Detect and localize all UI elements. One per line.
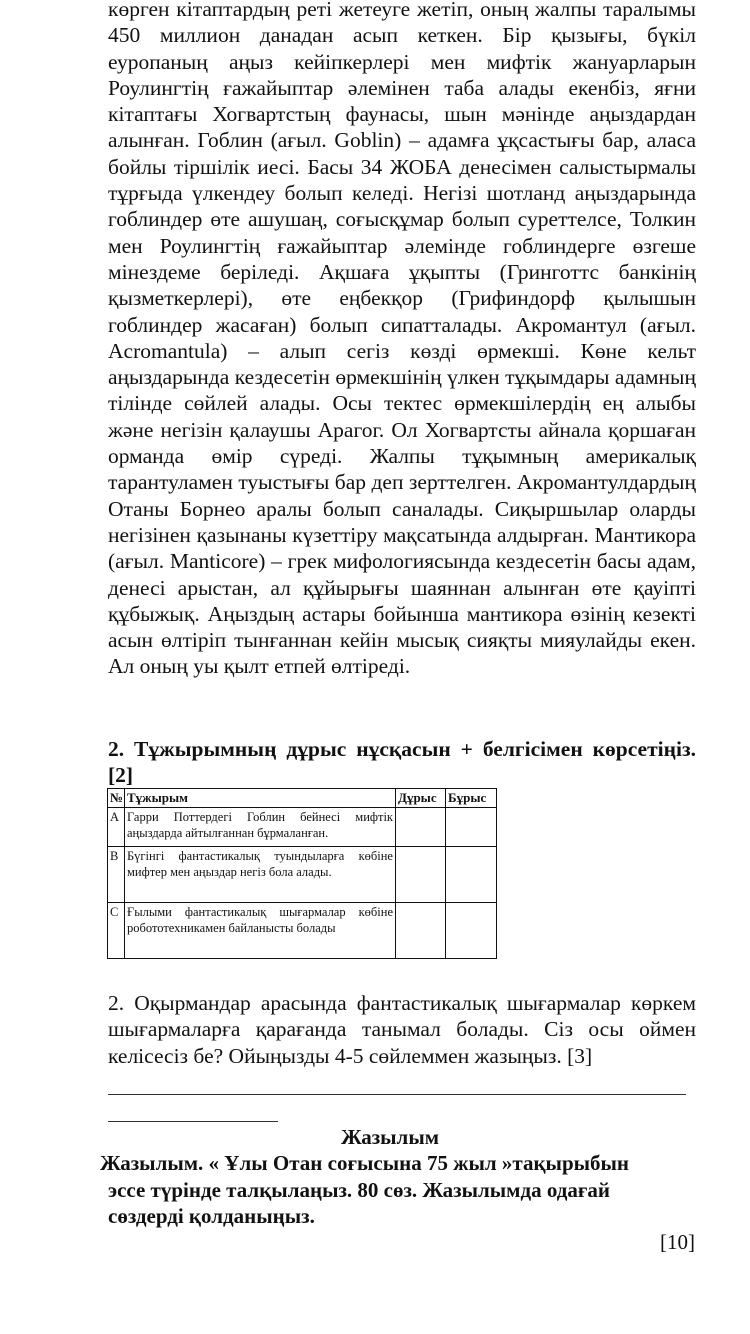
writing-heading: Жазылым [340,1125,440,1149]
header-statement: Тұжырым [125,789,396,808]
table-row [108,808,497,847]
row-wrong-cell[interactable] [446,903,497,959]
writing-task-line: сөздерді қолданыңыз. [108,1204,315,1228]
row-id: B [108,847,125,903]
row-correct-cell[interactable] [396,808,446,847]
writing-task [100,1150,700,1230]
answer-line[interactable] [108,1121,278,1122]
task-2-title: 2. Тұжырымның дұрыс нұсқасын + белгісімен көрсетіңіз. [2] [108,737,696,787]
row-statement: Бүгінгі фантастикалық туындыларға көбіне мифтер мен аңыздар негіз бола алады. [125,847,396,903]
row-correct-cell[interactable] [396,847,446,903]
row-correct-cell[interactable] [396,903,446,959]
reading-text: көрген кітаптардың реті жетеуге жетіп, оның жалпы таралымы 450 миллион данадан асып кеткен. Бір қызығы, бүкіл еуропаның аңыз кейіпкерлері мен мифтік жануарларын Роулингтің ғажайыптар әлемінен таба алады екенбіз, яғни кітаптағы Хогвартстың фаунасы, шын мәнінде аңыздардан алынған. Гоблин (ағыл. Goblin) – адамға ұқсастығы бар, аласа бойлы тіршілік иесі. Басы 34 ЖОБА денесімен салыстырмалы тұрғыда үлкендеу болып келеді. Негізі шотланд аңыздарында гоблиндер өте ашушаң, соғысқұмар болып суреттелсе, Толкин мен Роулингтің ғажайыптар әлемінде гоблиндерге өзгеше мінездеме беріледі. Ақшаға ұқыпты (Гринготтс банкінің қызметкерлері), өте еңбекқор (Грифиндорф қылышын гоблиндер жасаған) болып сипатталады. Акромантул (ағыл. Acromantula) – алып сегіз көзді өрмекші. Көне кельт аңыздарында кездесетін өрмекшінің үлкен тұқымдары адамның тілінде сөйлей алады. Осы тектес өрмекшілердің ең алыбы және негізін қалаушы Арагог. Ол Хогвартсты айнала қоршаған орманда өмір сүреді. Жалпы тұқымның америкалық тарантуламен туыстығы бар деп зерттелген. Акромантулдардың Отаны Борнео аралы болып саналады. Сиқыршылар оларды негізінен қазынаны күзеттіру мақсатында алдырған. Мантикора (ағыл. Manticore) – грек мифологиясында кездесетін басы адам, денесі арыстан, ал құйырығы шаяннан алынған өте қауіпті құбыжық. Аңыздың астары бойынша мантикора өзінің кезекті асын өлтіріп тынғаннан кейін мысық сияқты мияулайды екен. Ал оның уы қылт етпей өлтіреді. [108,0,696,679]
table-row [108,847,497,903]
row-statement: Ғылыми фантастикалық шығармалар көбіне робототехникамен байланысты болады [125,903,396,959]
question-text: 2. Оқырмандар арасында фантастикалық шығармалар көркем шығармаларға қарағанда танымал болады. Сіз осы оймен келісесіз бе? Ойыңызды 4-5 сөйлеммен жазыңыз. [3] [108,991,696,1068]
header-correct: Дұрыс [396,789,446,808]
table-row [108,903,497,959]
row-id: A [108,808,125,847]
writing-task-line: Жазылым. « Ұлы Отан соғысына 75 жыл »тақырыбын [100,1151,630,1175]
row-wrong-cell[interactable] [446,847,497,903]
writing-task-line: эссе түрінде талқылаңыз. 80 сөз. Жазылымда одағай [108,1177,611,1202]
statements-table [107,788,497,959]
header-number: № [108,789,125,808]
table-header-row [108,789,497,808]
answer-line[interactable] [108,1094,686,1095]
row-statement: Гарри Поттердегі Гоблин бейнесі мифтік аңыздарда айтылғаннан бұрмаланған. [125,808,396,847]
row-wrong-cell[interactable] [446,808,497,847]
score-label: [10] [660,1230,695,1254]
row-id: C [108,903,125,959]
header-wrong: Бұрыс [446,789,497,808]
